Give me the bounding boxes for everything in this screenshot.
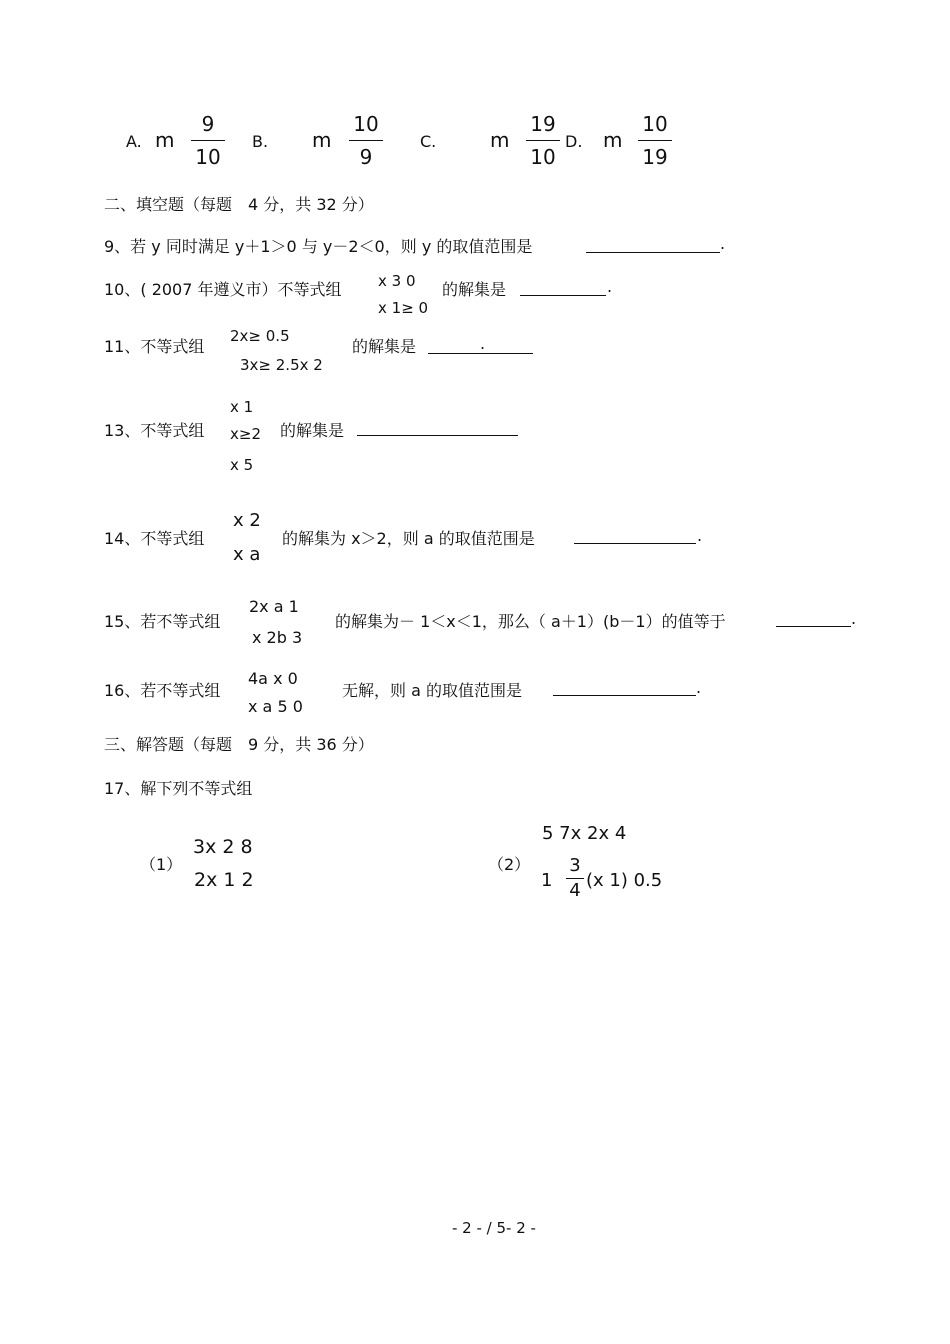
option-c-numerator: 19 <box>530 112 556 136</box>
q17-part2-fraction <box>566 856 584 901</box>
option-a-fraction <box>191 112 225 169</box>
option-d-fraction <box>638 112 672 169</box>
q10-prefix: 10、( 2007 年遵义市）不等式组 <box>104 280 342 299</box>
q11-prefix: 11、不等式组 <box>104 337 205 356</box>
option-d-label: D. <box>565 132 583 151</box>
option-d-numerator: 10 <box>642 112 668 136</box>
q17-part2-line1: 5 7x 2x 4 <box>542 823 627 844</box>
option-b-fraction <box>349 112 383 169</box>
q16-answer-blank <box>553 695 696 696</box>
fraction-bar <box>638 140 672 141</box>
fraction-bar <box>349 140 383 141</box>
q11-period: . <box>480 334 486 353</box>
q16-prefix: 16、若不等式组 <box>104 681 221 700</box>
q9-text: 9、若 y 同时满足 y＋1＞0 与 y－2＜0，则 y 的取值范围是 <box>104 237 533 256</box>
q17-part1-line2: 2x 1 2 <box>194 869 254 891</box>
section3-heading: 三、解答题（每题 9 分，共 36 分） <box>104 735 374 754</box>
q13-suffix: 的解集是 <box>280 421 345 440</box>
q11-system-line2: 3x≥ 2.5x 2 <box>240 356 323 374</box>
q15-answer-blank <box>776 626 851 627</box>
q10-system-line1: x 3 0 <box>378 272 416 290</box>
q17-part2-tail: (x 1) 0.5 <box>586 870 663 891</box>
q10-suffix: 的解集是 <box>442 280 507 299</box>
fraction-bar <box>566 878 584 879</box>
option-b-numerator: 10 <box>353 112 379 136</box>
q13-system-line3: x 5 <box>230 456 254 474</box>
q11-suffix: 的解集是 <box>352 337 417 356</box>
option-a-var: m <box>155 128 175 152</box>
q14-answer-blank <box>574 543 696 544</box>
q17-part1-line1: 3x 2 8 <box>193 836 253 858</box>
q15-suffix: 的解集为－ 1＜x＜1，那么（ a＋1）(b－1）的值等于 <box>335 612 726 631</box>
q17-part1-label: （1） <box>140 855 183 874</box>
q17-part2-denominator: 4 <box>569 880 581 901</box>
page-number: - 2 - / 5- 2 - <box>452 1219 536 1237</box>
fraction-bar <box>526 140 560 141</box>
q10-answer-blank <box>520 295 606 296</box>
q9-answer-blank <box>586 252 720 253</box>
q13-system-line1: x 1 <box>230 398 254 416</box>
option-b-denominator: 9 <box>359 145 373 169</box>
q11-system-line1: 2x≥ 0.5 <box>230 327 290 345</box>
q17-part2-lead: 1 <box>541 870 553 891</box>
option-a-label: A. <box>126 132 142 151</box>
q11-answer-blank <box>428 353 533 354</box>
q15-system-line1: 2x a 1 <box>249 597 299 616</box>
option-a-numerator: 9 <box>201 112 215 136</box>
option-d-denominator: 19 <box>642 145 668 169</box>
q17-title: 17、解下列不等式组 <box>104 779 253 798</box>
q14-prefix: 14、不等式组 <box>104 529 205 548</box>
option-c-denominator: 10 <box>530 145 556 169</box>
option-c-var: m <box>490 128 510 152</box>
q13-system-line2: x≥2 <box>230 425 261 443</box>
q15-period: . <box>851 609 857 628</box>
q16-system-line2: x a 5 0 <box>248 697 303 716</box>
fraction-bar <box>191 140 225 141</box>
q17-part2-label: （2） <box>488 855 531 874</box>
q10-period: . <box>607 277 613 296</box>
q13-prefix: 13、不等式组 <box>104 421 205 440</box>
q9-period: . <box>720 234 726 253</box>
option-a-denominator: 10 <box>195 145 221 169</box>
q10-system-line2: x 1≥ 0 <box>378 299 429 317</box>
q16-period: . <box>696 678 702 697</box>
q14-period: . <box>697 526 703 545</box>
q16-system-line1: 4a x 0 <box>248 669 298 688</box>
q15-system-line2: x 2b 3 <box>252 628 303 647</box>
option-b-label: B. <box>252 132 269 151</box>
q17-part2-numerator: 3 <box>569 855 581 876</box>
option-d-var: m <box>603 128 623 152</box>
section2-heading: 二、填空题（每题 4 分，共 32 分） <box>104 195 374 214</box>
q13-answer-blank <box>357 435 518 436</box>
option-b-var: m <box>312 128 332 152</box>
q14-system-line2: x a <box>233 544 261 565</box>
q14-system-line1: x 2 <box>233 510 261 531</box>
q15-prefix: 15、若不等式组 <box>104 612 221 631</box>
q14-suffix: 的解集为 x＞2，则 a 的取值范围是 <box>282 529 535 548</box>
option-c-label: C. <box>420 132 437 151</box>
q16-suffix: 无解，则 a 的取值范围是 <box>342 681 522 700</box>
option-c-fraction <box>526 112 560 169</box>
